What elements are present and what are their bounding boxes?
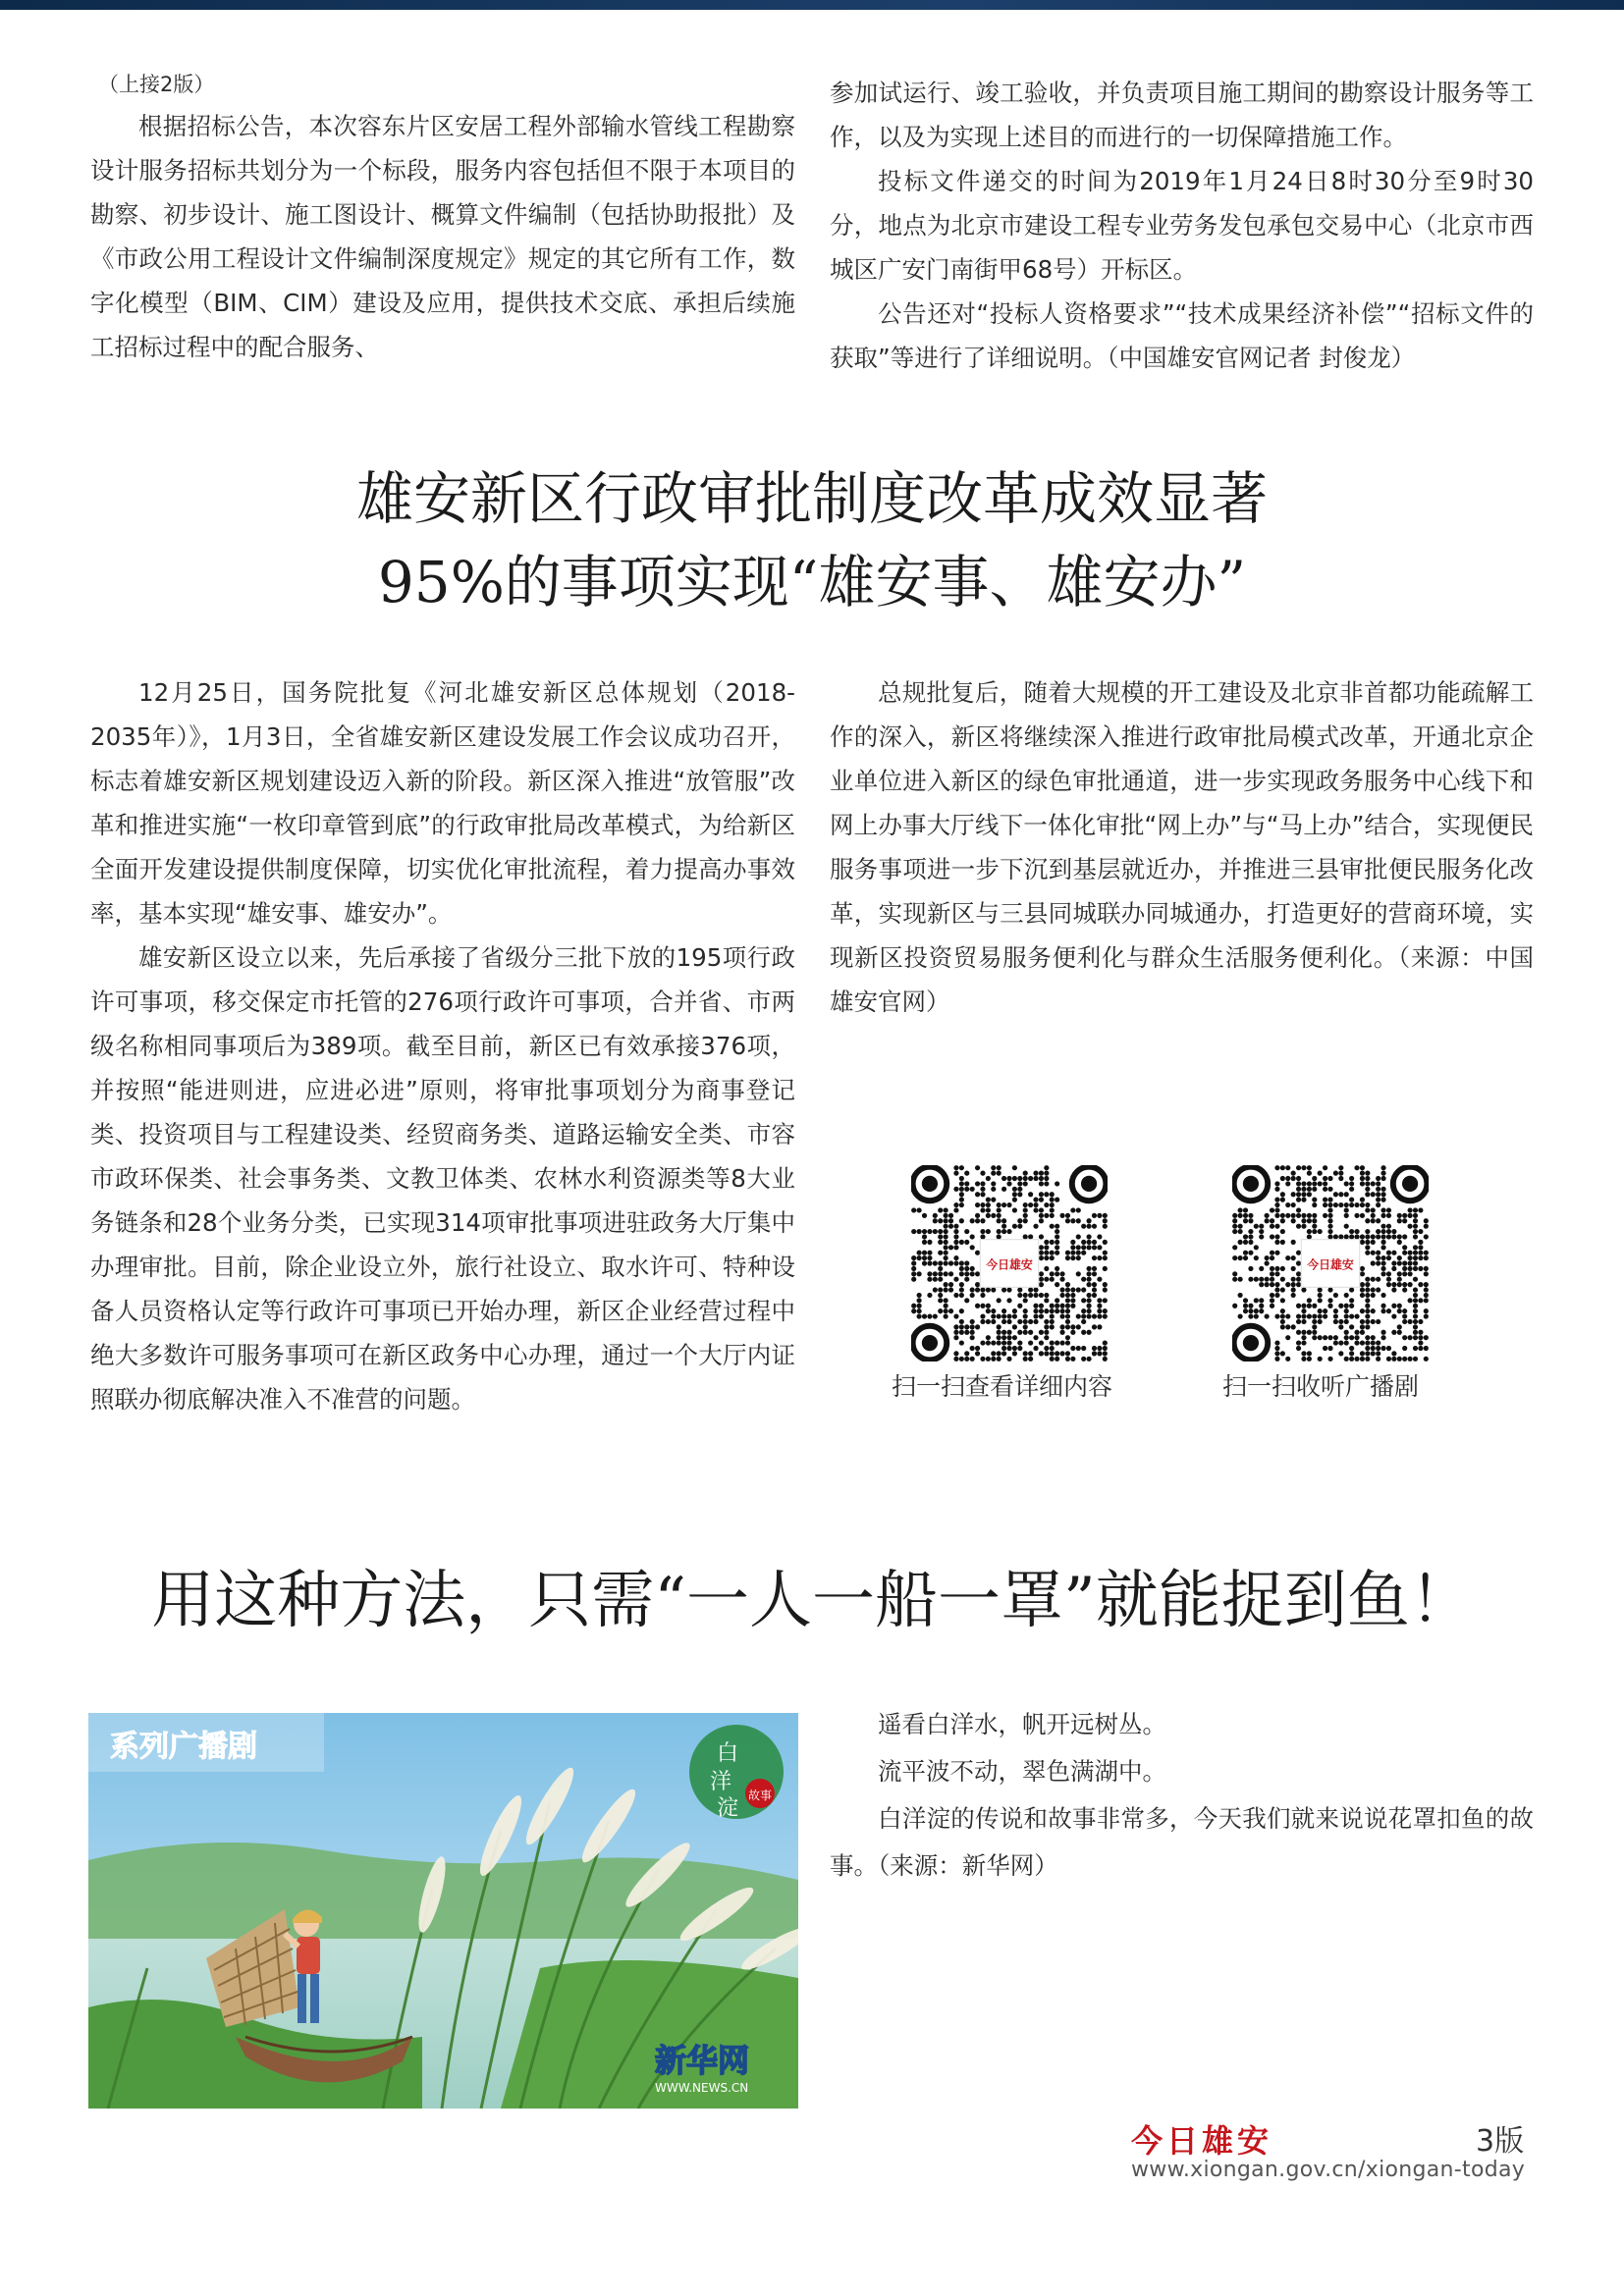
article2-right-column — [830, 670, 1534, 1024]
article1-paragraph: 公告还对“投标人资格要求”“技术成果经济补偿”“招标文件的获取”等进行了详细说明。（中国雄安官网记者 封俊龙） — [830, 299, 1534, 372]
article1-continuation: 参加试运行、竣工验收，并负责项目施工期间的勘察设计服务等工作，以及为实现上述目的而进行的一切保障措施工作。 — [830, 79, 1534, 151]
article1-right-column — [830, 71, 1534, 380]
badge-char-1: 白 — [717, 1741, 739, 1766]
article2-title: 雄安新区行政审批制度改革成效显著 — [355, 465, 1268, 532]
top-bar — [0, 0, 1624, 10]
qr-center-logo: 今日雄安 — [1307, 1257, 1354, 1272]
article3-title: 用这种方法，只需“一人一船一罩”就能捉到鱼！ — [151, 1565, 1473, 1637]
poem-line: 流平波不动，翠色满湖中。 — [878, 1757, 1166, 1786]
article1-paragraph: 根据招标公告，本次容东片区安居工程外部输水管线工程勘察设计服务招标共划分为一个标段，服务内容包括但不限于本项目的勘察、初步设计、施工图设计、概算文件编制（包括协助报批）及《市政公用工程设计文件编制深度规定》规定的其它所有工作，数字化模型（BIM、CIM）建设及应用，提供技术交底、承担后续施工招标过程中的配合服务、 — [90, 112, 795, 361]
badge-char-2: 洋 — [710, 1770, 732, 1794]
continued-label: （上接2版） — [98, 73, 215, 96]
radio-drama-illustration — [88, 1713, 798, 2109]
article2-paragraph: 雄安新区设立以来，先后承接了省级分三批下放的195项行政许可事项，移交保定市托管的276项行政许可事项，合并省、市两级名称相同事项后为389项。截至目前，新区已有效承接376项，并按照“能进则进，应进必进”原则，将审批事项划分为商事登记类、投资项目与工程建设类、经贸商务类、道路运输安全类、市容市政环保类、社会事务类、文教卫体类、农林水利资源类等8大业务链条和28个业务分类，已实现314项审批事项进驻政务大厅集中办理审批。目前，除企业设立外，旅行社设立、取水许可、特种设备人员资格认定等行政许可事项已开始办理，新区企业经营过程中绝大多数许可服务事项可在新区政务中心办理，通过一个大厅内证照联办彻底解决准入不准营的问题。 — [90, 943, 795, 1414]
article1-left-column — [90, 65, 795, 369]
footer-logo: 今日雄安 — [1131, 2122, 1273, 2160]
badge-char-3: 淀 — [717, 1796, 739, 1821]
article2-left-column — [90, 670, 795, 1421]
footer-url[interactable]: www.xiongan.gov.cn/xiongan-today — [1131, 2158, 1526, 2182]
brand-logo: 新华网 — [655, 2042, 750, 2079]
article3-right-column — [830, 1701, 1534, 1890]
qr-label-details: 扫一扫查看详细内容 — [892, 1372, 1113, 1401]
qr-code-radio-drama[interactable] — [1232, 1165, 1429, 1362]
article2-paragraph: 总规批复后，随着大规模的开工建设及北京非首都功能疏解工作的深入，新区将继续深入推进行政审批局模式改革，开通北京企业单位进入新区的绿色审批通道，进一步实现政务服务中心线下和网上办事大厅线下一体化审批“网上办”与“马上办”结合，实现便民服务事项进一步下沉到基层就近办，并推进三县审批便民服务化改革，实现新区与三县同城联办同城通办，打造更好的营商环境，实现新区投资贸易服务便利化与群众生活服务便利化。（来源：中国雄安官网） — [830, 678, 1534, 1016]
article3-paragraph: 白洋淀的传说和故事非常多，今天我们就来说说花罩扣鱼的故事。（来源：新华网） — [830, 1804, 1534, 1880]
poem-line: 遥看白洋水，帆开远树丛。 — [878, 1710, 1166, 1738]
illustration-art — [88, 1713, 798, 2109]
article1-paragraph: 投标文件递交的时间为2019年1月24日8时30分至9时30分，地点为北京市建设工程专业劳务发包承包交易中心（北京市西城区广安门南街甲68号）开标区。 — [830, 167, 1534, 284]
qr-center-logo: 今日雄安 — [986, 1257, 1033, 1272]
brand-url: WWW.NEWS.CN — [655, 2081, 749, 2095]
qr-label-radio-drama: 扫一扫收听广播剧 — [1222, 1372, 1420, 1401]
qr-code-details[interactable] — [911, 1165, 1108, 1362]
page-number: 3版 — [1476, 2124, 1525, 2159]
article2-paragraph: 12月25日，国务院批复《河北雄安新区总体规划（2018-2035年）》，1月3日，全省雄安新区建设发展工作会议成功召开，标志着雄安新区规划建设迈入新的阶段。新区深入推进“放管服”改革和推进实施“一枚印章管到底”的行政审批局改革模式，为给新区全面开发建设提供制度保障，切实优化审批流程，着力提高办事效率，基本实现“雄安事、雄安办”。 — [90, 678, 795, 928]
badge-sub: 故事 — [748, 1789, 773, 1802]
article2-subtitle: 95%的事项实现“雄安事、雄安办” — [377, 549, 1247, 615]
illustration-banner: 系列广播剧 — [110, 1730, 257, 1764]
